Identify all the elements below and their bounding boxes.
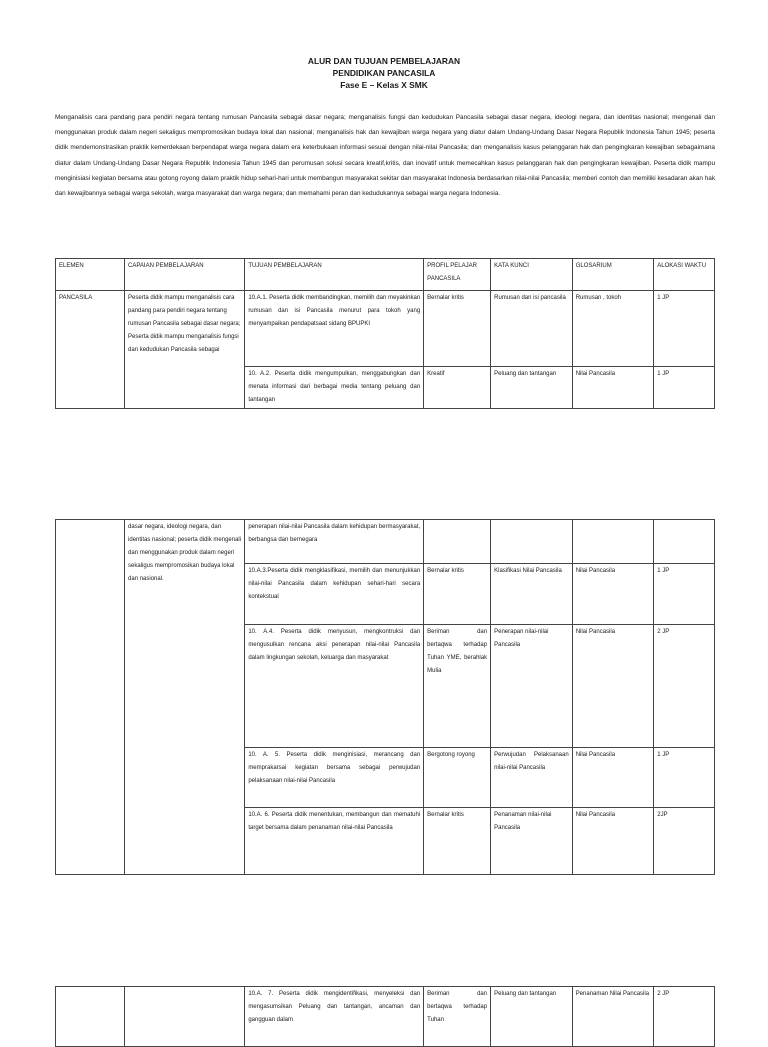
cell-alokasi: 2 JP [654, 625, 715, 748]
cell-glosarium: Nilai Pancasila [572, 367, 654, 409]
doc-phase: Fase E – Kelas X SMK [340, 80, 428, 90]
cell-alokasi: 1 JP [654, 748, 715, 808]
header-profil: PROFIL PELAJAR PANCASILA [424, 259, 491, 291]
header-tujuan: TUJUAN PEMBELAJARAN [245, 259, 424, 291]
cell-tujuan: 10.A. 7. Peserta didik mengidentifikasi, menyeleksi dan mengasumsikan Peluang dan tantangan, ancaman dan gangguan dalam [245, 987, 424, 1047]
table-row [56, 520, 715, 564]
header-elemen: ELEMEN [56, 259, 125, 291]
cell-profil: Bernalar kritis [424, 808, 491, 875]
cell-elemen [56, 987, 125, 1047]
header-kata-kunci: KATA KUNCI [491, 259, 573, 291]
cell-glosarium: Penanaman Nilai Pancasila [572, 987, 654, 1047]
learning-table-part-3 [55, 986, 715, 1047]
cell-kata-kunci [491, 520, 573, 564]
cell-elemen [56, 520, 125, 875]
cell-alokasi: 1 JP [654, 291, 715, 367]
cell-tujuan: 10.A. 6. Peserta didik menentukan, membangun dan mematuhi target bersama dalam penanaman nilai-nilai Pancasila [245, 808, 424, 875]
cell-tujuan: 10.A.3.Peserta didik mengklasifikasi, memilih dan menunjukkan nilai-nilai Pancasila dalam kehidupan sehari-hari secara kontekstual [245, 564, 424, 625]
learning-table-part-2 [55, 519, 715, 875]
cell-tujuan: penerapan nilai-nilai Pancasila dalam kehidupan bermasyarakat, berbangsa dan bernegara [245, 520, 424, 564]
cell-tujuan: 10. A. 5. Peserta didik menginisiasi, merancang dan memprakarsai kegiatan bersama sebagai perwujudan pelaksanaan nilai-nilai Pancasila [245, 748, 424, 808]
cell-kata-kunci: Penerapan nilai-nilai Pancasila [491, 625, 573, 748]
cell-glosarium: Nilai Pancasila [572, 748, 654, 808]
cell-profil: Bergotong royong [424, 748, 491, 808]
doc-title: ALUR DAN TUJUAN PEMBELAJARAN [307, 56, 461, 66]
cell-kata-kunci: Perwujudan Pelaksanaan nilai-nilai Pancasila [491, 748, 573, 808]
cell-glosarium: Nilai Pancasila [572, 808, 654, 875]
header-alokasi: ALOKASI WAKTU [654, 259, 715, 291]
header-capaian: CAPAIAN PEMBELAJARAN [125, 259, 245, 291]
cell-alokasi: 2JP [654, 808, 715, 875]
table-row [56, 291, 715, 367]
learning-table-part-1 [55, 258, 715, 409]
cell-capaian: Peserta didik mampu menganalisis cara pandang para pendiri negara tentang rumusan Pancasila sebagai dasar negara; Peserta didik mampu menganalisis fungsi dan kedudukan Pancasila sebagai [125, 291, 245, 409]
cell-kata-kunci: Rumusan dan isi pancasila [491, 291, 573, 367]
table-row [56, 987, 715, 1047]
cell-profil: Bernalar kritis [424, 291, 491, 367]
cell-kata-kunci: Peluang dan tantangan [491, 367, 573, 409]
cell-tujuan: 10. A.4. Peserta didik menyusun, mengkontruksi dan mengusulkan rencana aksi penerapan nilai-nilai Pancasila dalam lingkungan sekolah, keluarga dan masyarakat [245, 625, 424, 748]
cell-profil [424, 520, 491, 564]
cell-glosarium: Nilai Pancasila [572, 625, 654, 748]
cell-kata-kunci: Penanaman nilai-nilai Pancasila [491, 808, 573, 875]
cell-tujuan: 10.A.1. Peserta didik membandingkan, memilih dan meyakinkan rumusan dan isi Pancasila menurut para tokoh yang menyampaikan pendapatsaat sidang BPUPKI [245, 291, 424, 367]
cell-glosarium [572, 520, 654, 564]
cell-alokasi: 1 JP [654, 367, 715, 409]
cell-profil: Bernalar kritis [424, 564, 491, 625]
cell-kata-kunci: Peluang dan tantangan [491, 987, 573, 1047]
cell-profil: Beriman dan bertaqwa terhadap Tuhan YME, berahlak Mulia [424, 625, 491, 748]
cell-kata-kunci: Klasifikasi Nilai Pancasila [491, 564, 573, 625]
cell-profil: Beriman dan bertaqwa terhadap Tuhan [424, 987, 491, 1047]
intro-paragraph: Menganalisis cara pandang para pendiri negara tentang rumusan Pancasila sebagai dasar negara; menganalisis fungsi dan kedudukan Pancasila sebagai dasar negara, ideologi negara, dan identitas nasional; mengenali dan menggunakan produk dalam negeri sekaligus mempromosikan budaya lokal dan nasional; menganalisis hak dan kewajiban warga negara yang diatur dalam Undang-Undang Dasar Negara Republik Indonesia Tahun 1945; peserta didik mendemonstrasikan praktik kemerdekaan berpendapat warga negara dalam era keterbukaan informasi sesuai dengan nilai-nilai Pancasila; dan menganalisis kasus pelanggaran hak dan pengingkaran kewajiban sebagaimana diatur dalam Undang-Undang Dasar Negara Republik Indonesia Tahun 1945 dan perumusan solusi secara kreatif,kritis, dan inovatif untuk memecahkan kasus pelanggaran hak dan pengingkaran kewajiban. Peserta didik mampu menginisiasi kegiatan bersama atau gotong royong dalam praktik hidup sehari-hari untuk membangun masyarakat sekitar dan masyarakat Indonesia berdasarkan nilai-nilai Pancasila; memberi contoh dan memiliki kesadaran akan hak dan kewajibannya sebagai warga sekolah, warga masyarakat dan warga negara; dan memahami peran dan kedudukannya sebagai warga negara Indonesia. [55, 114, 716, 198]
header-glosarium: GLOSARIUM [572, 259, 654, 291]
cell-tujuan: 10. A.2. Peserta didik mengumpulkan, menggabungkan dan menata informasi dari berbagai media tentang peluang dan tantangan [245, 367, 424, 409]
cell-profil: Kreatif [424, 367, 491, 409]
cell-glosarium: Nilai Pancasila [572, 564, 654, 625]
cell-alokasi: 1 JP [654, 564, 715, 625]
doc-subject: PENDIDIKAN PANCASILA [332, 68, 436, 78]
table-header-row [56, 259, 715, 291]
cell-capaian: dasar negara, ideologi negara, dan identitas nasional; peserta didik mengenali dan menggunakan produk dalam negeri sekaligus mempromosikan budaya lokal dan nasional. [125, 520, 245, 875]
cell-alokasi: 2 JP [654, 987, 715, 1047]
cell-alokasi [654, 520, 715, 564]
cell-capaian [125, 987, 245, 1047]
cell-elemen: PANCASILA [56, 291, 125, 409]
cell-glosarium: Rumusan , tokoh [572, 291, 654, 367]
